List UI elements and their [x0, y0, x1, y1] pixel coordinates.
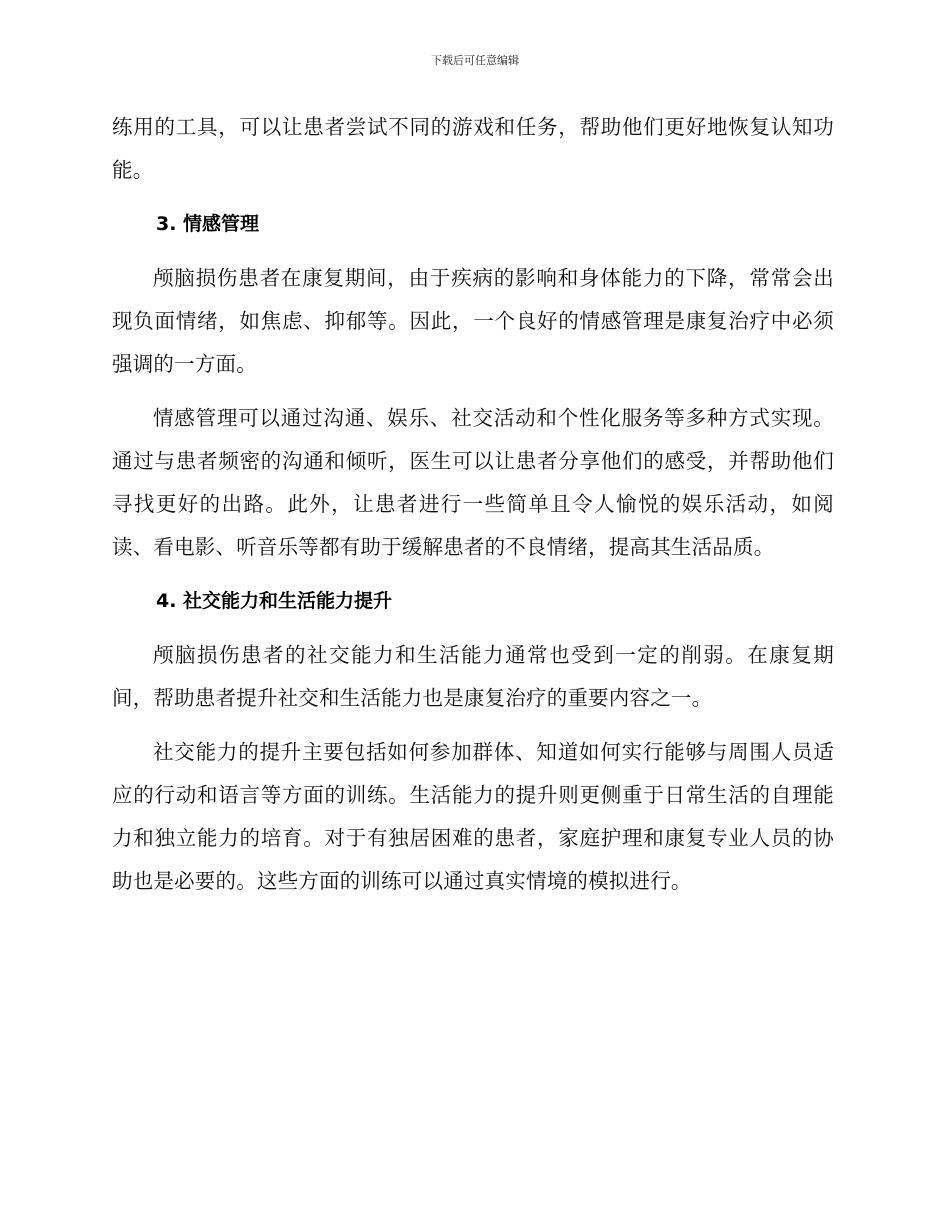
section-4-paragraph-1: 颅脑损伤患者的社交能力和生活能力通常也受到一定的削弱。在康复期间，帮助患者提升社交和生活能力也是康复治疗的重要内容之一。 — [112, 643, 834, 710]
section-3-heading: 3. 情感管理 — [156, 213, 260, 235]
section-3-paragraph-2: 情感管理可以通过沟通、娱乐、社交活动和个性化服务等多种方式实现。通过与患者频密的沟通和倾听，医生可以让患者分享他们的感受，并帮助他们寻找更好的出路。此外，让患者进行一些简单且令人愉悦的娱乐活动，如阅读、看电影、听音乐等都有助于缓解患者的不良情绪，提高其生活品质。 — [112, 406, 834, 559]
section-4-heading: 4. 社交能力和生活能力提升 — [156, 590, 393, 612]
section-4-paragraph-2: 社交能力的提升主要包括如何参加群体、知道如何实行能够与周围人员适应的行动和语言等方面的训练。生活能力的提升则更侧重于日常生活的自理能力和独立能力的培育。对于有独居困难的患者，家庭护理和康复专业人员的协助也是必要的。这些方面的训练可以通过真实情境的模拟进行。 — [112, 740, 834, 893]
section-3-paragraph-1: 颅脑损伤患者在康复期间，由于疾病的影响和身体能力的下降，常常会出现负面情绪，如焦虑、抑郁等。因此，一个良好的情感管理是康复治疗中必须强调的一方面。 — [112, 266, 834, 376]
document-body — [112, 106, 834, 903]
continued-paragraph: 练用的工具，可以让患者尝试不同的游戏和任务，帮助他们更好地恢复认知功能。 — [112, 115, 834, 182]
page-header-note: 下载后可任意编辑 — [431, 54, 519, 67]
